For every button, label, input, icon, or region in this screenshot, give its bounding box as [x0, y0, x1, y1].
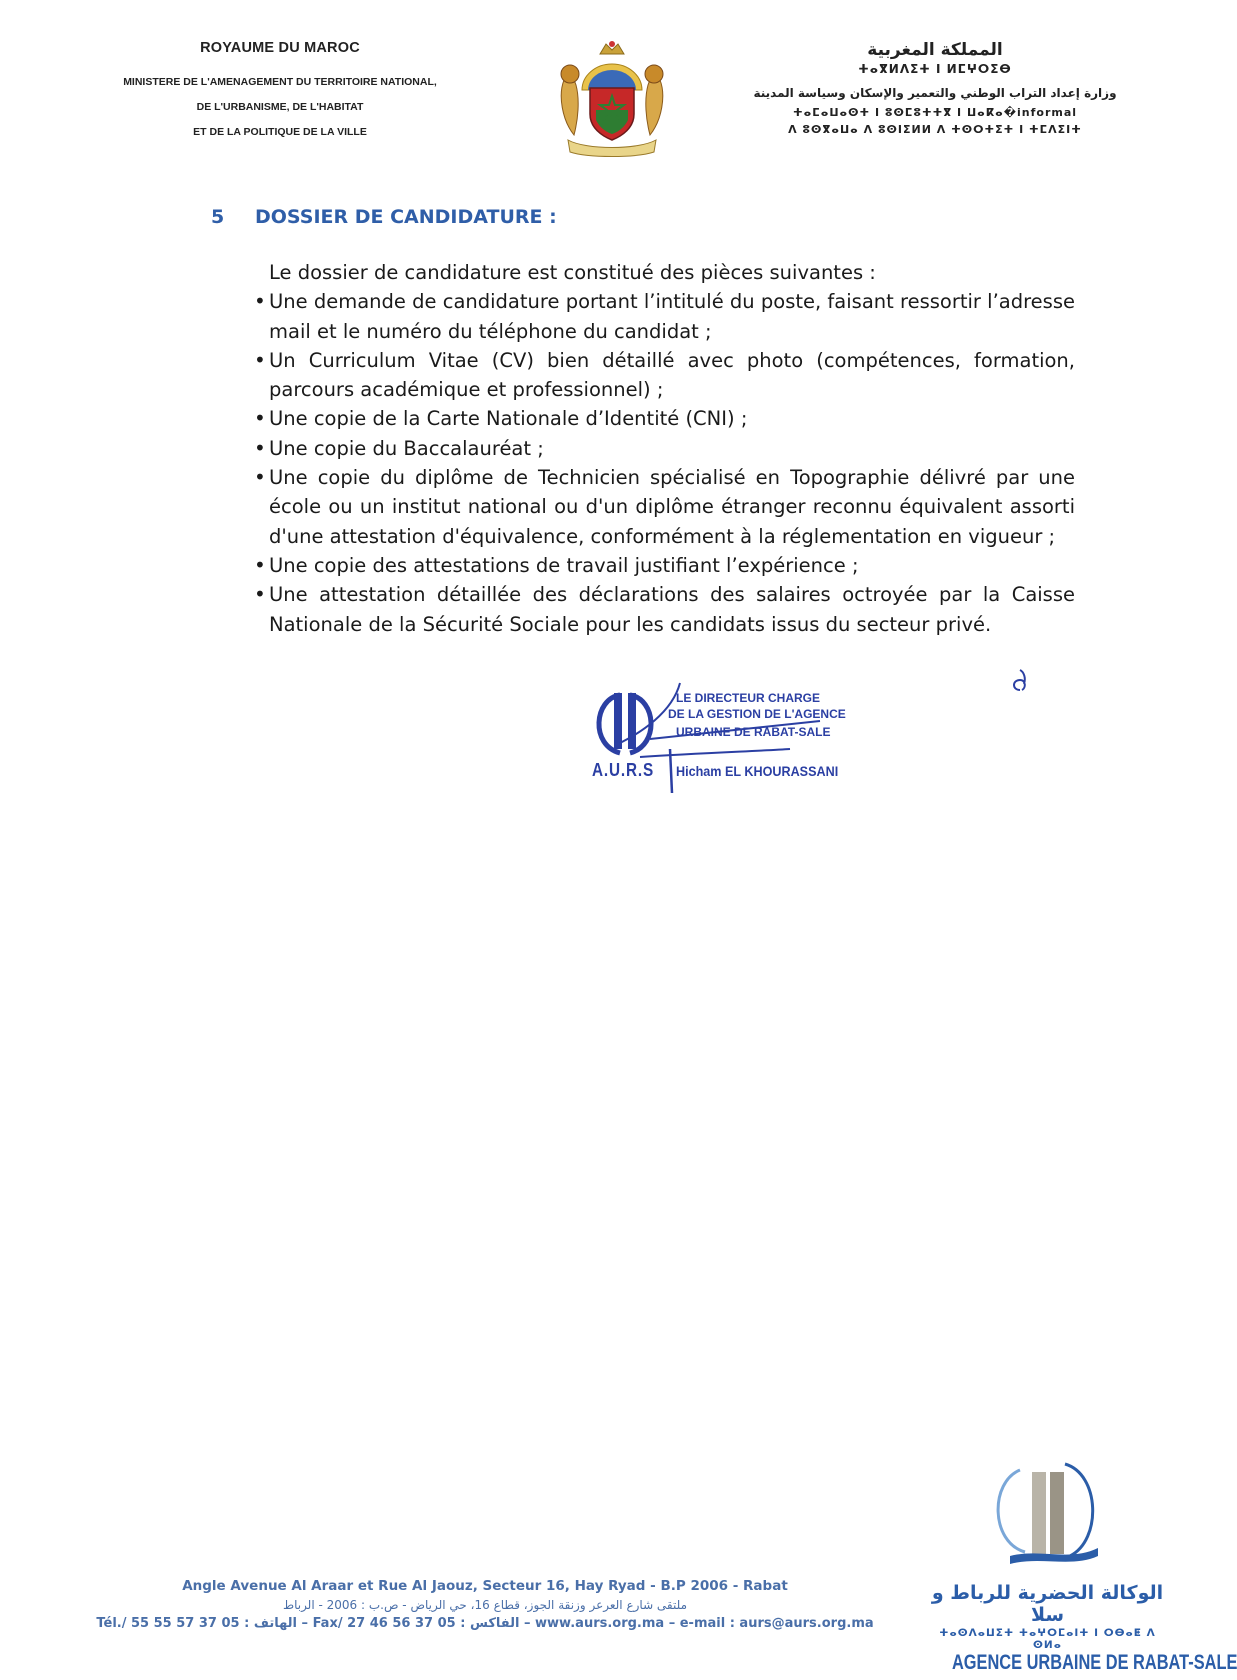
handwritten-mark-icon	[1008, 668, 1030, 694]
contact-info: Tél./ الهاتف : 05 37 57 55 55 – Fax/ الفاكس : 05 37 56 46 27 – www.aurs.org.ma – e-mail : aurs@aurs.org.ma	[96, 1616, 874, 1631]
ministry-line: ET DE LA POLITIQUE DE LA VILLE	[193, 126, 367, 138]
list-item: • Une attestation détaillée des déclarations des salaires octroyée par la Caisse Nationale de la Sécurité Sociale pour les candidats issus du secteur privé.	[250, 580, 1075, 639]
ministry-name-tifinagh	[735, 104, 1135, 138]
section-title: DOSSIER DE CANDIDATURE :	[255, 206, 557, 228]
footer-address	[85, 1578, 885, 1631]
agency-name-tifinagh: ⵜⴰⵙⴷⴰⵡⵉⵜ ⵜⴰⵖⵔⵎⴰⵏⵜ ⵏ ⵔⴱⴰⵟ ⴷ ⵙⵍⴰ	[939, 1627, 1156, 1651]
kingdom-name-ar: المملكة المغربية	[867, 40, 1003, 60]
list-item: • Une copie du diplôme de Technicien spécialisé en Topographie délivré par une école ou un institut national ou d'un diplôme étranger reconnu équivalent assorti d'une attestation d'équivalence, conformément à la réglementation en vigueur ;	[250, 463, 1075, 551]
tifinagh-line: ⵜⴰⵎⴰⵡⴰⵙⵜ ⵏ ⵓⵙⵎⵓⵜⵜⴳ ⵏ ⵡⴰⴽⴰ�informal	[792, 106, 1078, 119]
document-list	[250, 287, 1075, 639]
list-item: • Une copie du Baccalauréat ;	[250, 434, 1075, 463]
section-body	[250, 258, 1075, 639]
stamp-line: DE LA GESTION DE L'AGENCE	[668, 707, 846, 721]
kingdom-name-tifinagh: ⵜⴰⴳⵍⴷⵉⵜ ⵏ ⵍⵎⵖⵔⵉⴱ	[858, 62, 1012, 76]
section-intro: Le dossier de candidature est constitué des pièces suivantes :	[269, 261, 876, 284]
list-item: • Une demande de candidature portant l’intitulé du poste, faisant ressortir l’adresse mail et le numéro du téléphone du candidat ;	[250, 287, 1075, 346]
aurs-logo-icon	[980, 1452, 1110, 1572]
ministry-line: DE L'URBANISME, DE L'HABITAT	[196, 101, 364, 113]
stamp-org: A.U.R.S	[592, 760, 655, 780]
list-item: • Une copie de la Carte Nationale d’Identité (CNI) ;	[250, 404, 1075, 433]
address-fr: Angle Avenue Al Araar et Rue Al Jaouz, Secteur 16, Hay Ryad - B.P 2006 - Rabat	[182, 1578, 788, 1594]
agency-name-ar: الوكالة الحضرية للرباط و سلا	[931, 1582, 1164, 1626]
stamp-line: URBAINE DE RABAT-SALE	[676, 725, 831, 739]
list-item: • Un Curriculum Vitae (CV) bien détaillé avec photo (compétences, formation, parcours académique et professionnel) ;	[250, 346, 1075, 405]
agency-name-fr: AGENCE URBAINE DE RABAT-SALE	[951, 1651, 1237, 1674]
moroccan-coat-of-arms-icon	[556, 40, 668, 158]
address-ar: ملتقى شارع العرعر وزنقة الجوز، قطاع 16، حي الرياض - ص.ب : 2006 - الرباط	[282, 1598, 688, 1612]
ministry-name-fr	[90, 70, 470, 145]
kingdom-name-fr: ROYAUME DU MAROC	[200, 40, 360, 56]
ministry-name-ar: وزارة إعداد التراب الوطني والتعمير والإسكان وسياسة المدينة	[753, 86, 1117, 100]
tifinagh-line: ⴷ ⵓⵙⴳⴰⵡⴰ ⴷ ⵓⵙⵏⵉⵍⵍ ⴷ ⵜⵙⵔⵜⵉⵜ ⵏ ⵜⵎⴷⵉⵏⵜ	[788, 123, 1082, 136]
list-item: • Une copie des attestations de travail justifiant l’expérience ;	[250, 551, 1075, 580]
official-stamp	[580, 683, 860, 793]
section-number: 5	[211, 206, 225, 228]
stamp-line: LE DIRECTEUR CHARGE	[676, 691, 821, 705]
section-heading	[211, 206, 557, 228]
ministry-line: MINISTERE DE L'AMENAGEMENT DU TERRITOIRE NATIONAL,	[123, 76, 437, 88]
header-arabic	[735, 40, 1135, 138]
header-french	[90, 40, 470, 145]
signatory-name: Hicham EL KHOURASSANI	[676, 763, 839, 779]
agency-name	[925, 1582, 1237, 1675]
